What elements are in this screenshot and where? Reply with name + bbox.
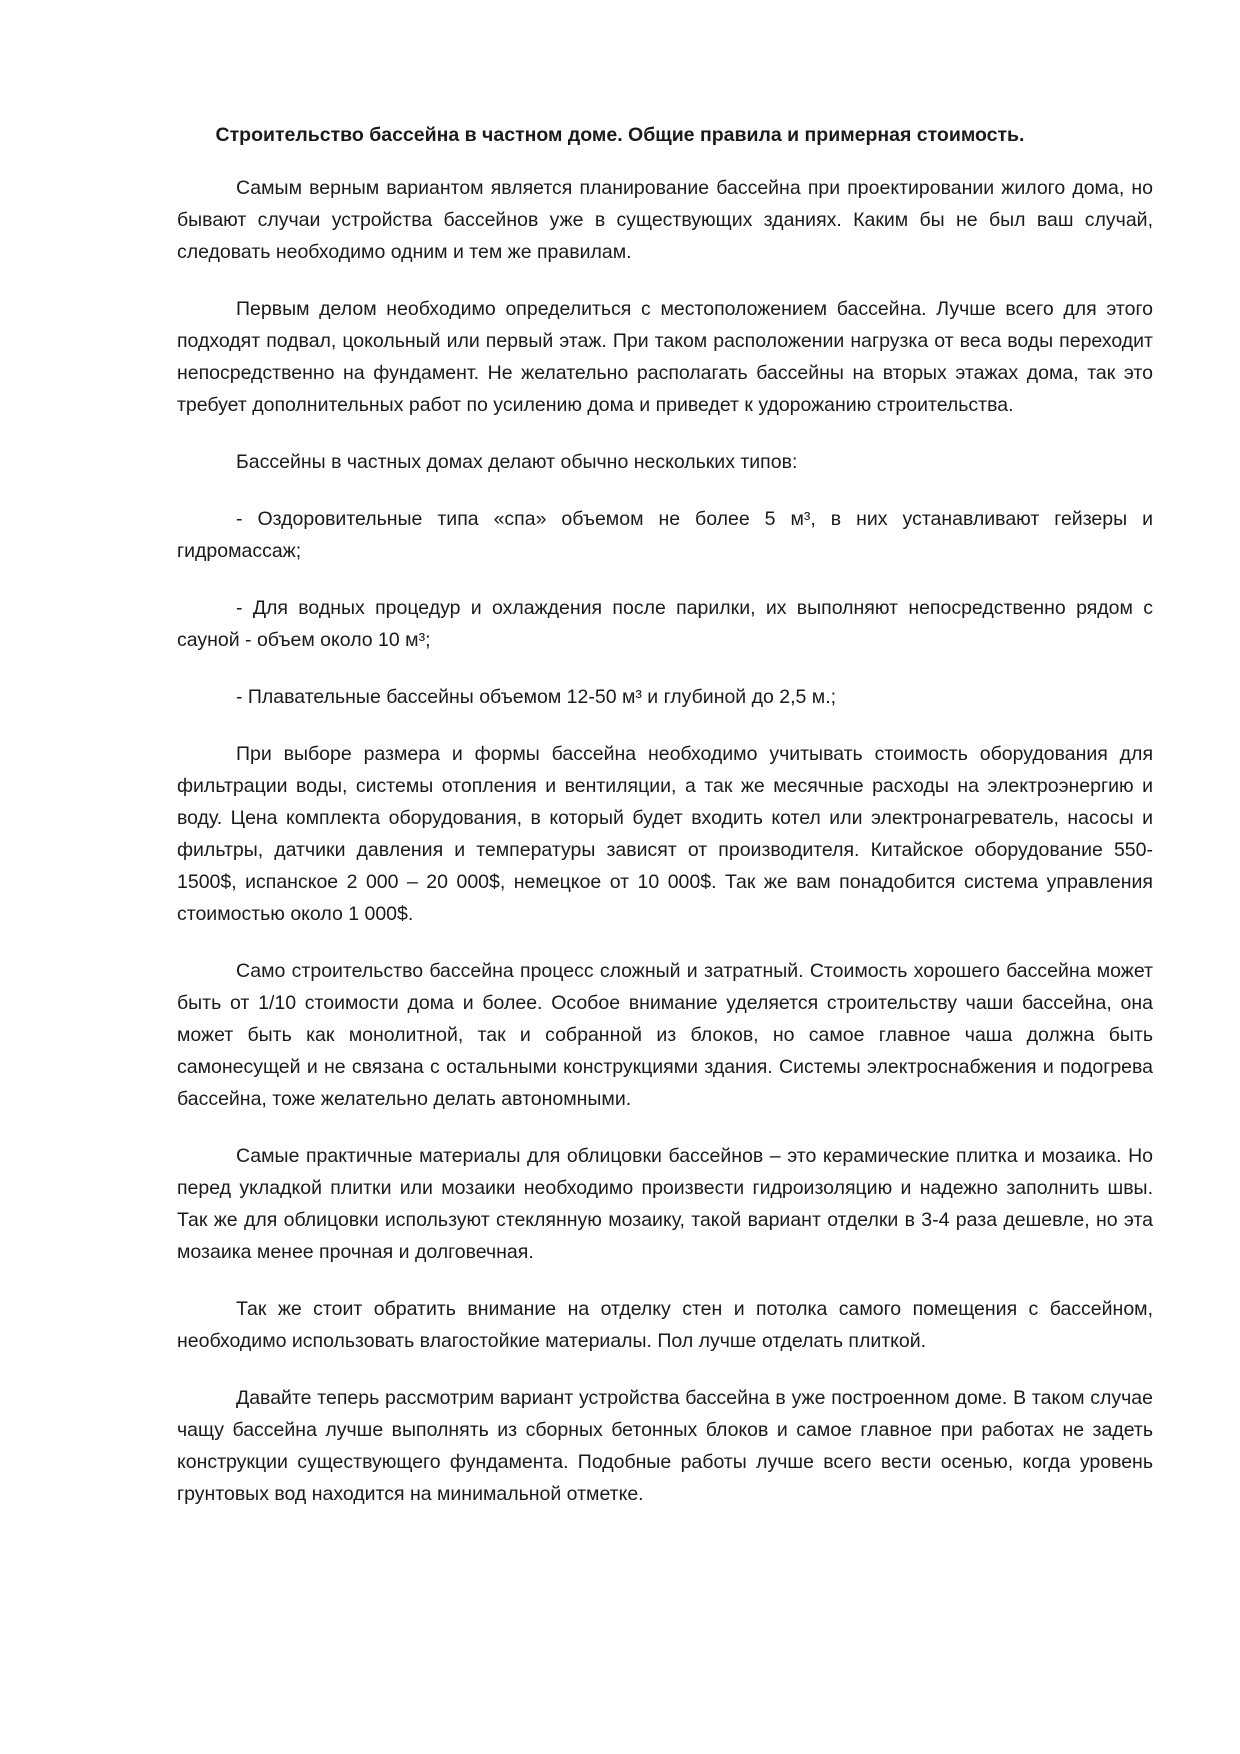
list-item-swimming: - Плавательные бассейны объемом 12-50 м³ и глубиной до 2,5 м.; [236, 686, 837, 708]
list-item-sauna: - Для водных процедур и охлаждения после парилки, их выполняют непосредственно рядом с сауной - объем около 10 м³; [177, 597, 1153, 651]
paragraph-cladding: Самые практичные материалы для облицовки бассейнов – это керамические плитка и мозаика. Но перед укладкой плитки или мозаики необходимо произвести гидроизоляцию и надежно заполнить швы. Так же для облицовки используют стеклянную мозаику, такой вариант отделки в 3-4 раза дешевле, но эта мозаика менее прочная и долговечная. [177, 1145, 1153, 1263]
paragraph-intro: Самым верным вариантом является планирование бассейна при проектировании жилого дома, но бывают случаи устройства бассейнов уже в существующих зданиях. Каким бы не был ваш случай, следовать необходимо одним и тем же правилам. [177, 177, 1153, 263]
document-body [177, 172, 1153, 1535]
paragraph-equipment: При выборе размера и формы бассейна необходимо учитывать стоимость оборудования для фильтрации воды, системы отопления и вентиляции, а так же месячные расходы на электроэнергию и воду. Цена комплекта оборудования, в который будет входить котел или электронагреватель, насосы и фильтры, датчики давления и температуры зависят от производителя. Китайское оборудование 550-1500$, испанское 2 000 – 20 000$, немецкое от 10 000$. Так же вам понадобится система управления стоимостью около 1 000$. [177, 743, 1153, 925]
paragraph-construction: Само строительство бассейна процесс сложный и затратный. Стоимость хорошего бассейна может быть от 1/10 стоимости дома и более. Особое внимание уделяется строительству чаши бассейна, она может быть как монолитной, так и собранной из блоков, но самое главное чаша должна быть самонесущей и не связана с остальными конструкциями здания. Системы электроснабжения и подогрева бассейна, тоже желательно делать автономными. [177, 960, 1153, 1110]
paragraph-location: Первым делом необходимо определиться с местоположением бассейна. Лучше всего для этого подходят подвал, цокольный или первый этаж. При таком расположении нагрузка от веса воды переходит непосредственно на фундамент. Не желательно располагать бассейны на вторых этажах дома, так это требует дополнительных работ по усилению дома и приведет к удорожанию строительства. [177, 298, 1153, 416]
document-title: Строительство бассейна в частном доме. Общие правила и примерная стоимость. [215, 124, 1025, 146]
list-item-spa: - Оздоровительные типа «спа» объемом не более 5 м³, в них устанавливают гейзеры и гидромассаж; [177, 508, 1153, 562]
paragraph-types-intro: Бассейны в частных домах делают обычно нескольких типов: [236, 451, 798, 473]
paragraph-finishing: Так же стоит обратить внимание на отделку стен и потолка самого помещения с бассейном, необходимо использовать влагостойкие материалы. Пол лучше отделать плиткой. [177, 1298, 1153, 1352]
paragraph-existing-house: Давайте теперь рассмотрим вариант устройства бассейна в уже построенном доме. В таком случае чащу бассейна лучше выполнять из сборных бетонных блоков и самое главное при работах не задеть конструкции существующего фундамента. Подобные работы лучше всего вести осенью, когда уровень грунтовых вод находится на минимальной отметке. [177, 1387, 1153, 1505]
